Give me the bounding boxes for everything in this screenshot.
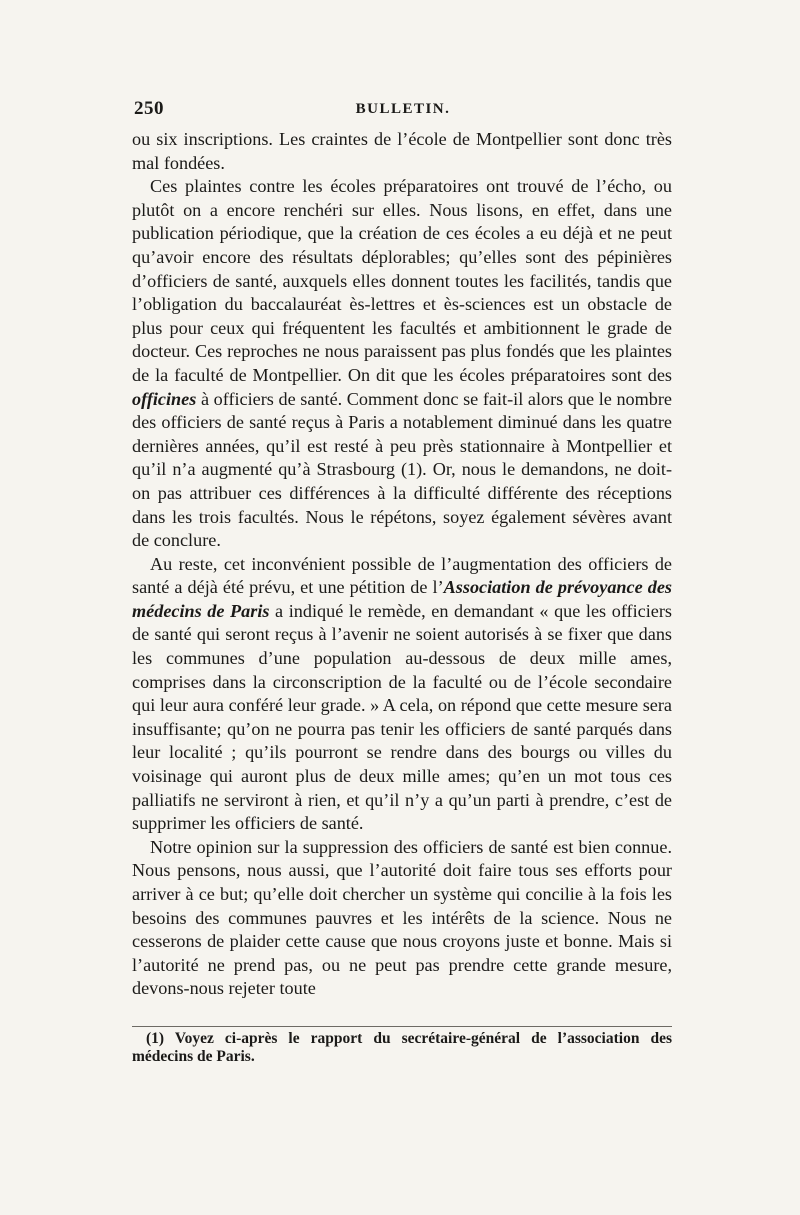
paragraph-text: à officiers de santé. Comment donc se fait-il alors que le nombre des officiers de santé reçus à Paris a notablement diminué dans les quatre dernières années, qu’il est resté à peu près stationnaire à Montpellier et qu’il n’a augmenté qu’à Strasbourg (1). Or, nous le demandons, ne doit-on pas attribuer ces différences à la difficulté différente des réceptions dans les trois facultés. Nous le répétons, soyez également sévères avant de conclure. — [132, 388, 672, 551]
paragraph-complaints — [132, 175, 672, 553]
paragraph-opinion: Notre opinion sur la suppression des officiers de santé est bien connue. Nous pensons, nous aussi, que l’autorité doit faire tous ses efforts pour arriver à ce but; qu’elle doit chercher un système qui concilie à la fois les besoins des communes pauvres et les intérêts de la science. Nous ne cesserons de plaider cette cause que nous croyons juste et bonne. Mais si l’autorité ne prend pas, ou ne peut pas prendre cette grande mesure, devons-nous rejeter toute — [132, 836, 672, 999]
running-head — [134, 98, 672, 124]
footnote — [132, 1030, 672, 1066]
paragraph-text: Au reste, cet inconvénient possible de l’augmentation des officiers de santé a déjà été prévu, et une pétition de l’ — [132, 553, 672, 598]
emphasis-officines: officines — [132, 388, 197, 409]
paragraph-text: Ces plaintes contre les écoles préparatoires ont trouvé de l’écho, ou plutôt on a encore renchéri sur elles. Nous lisons, en effet, dans une publication périodique, que la création de ces écoles a eu déjà et ne peut qu’avoir encore des résultats déplorables; qu’elles sont des pépinières d’officiers de santé, auxquels elles donnent toutes les facilités, tandis que l’obligation du baccalauréat ès-lettres et ès-sciences est un obstacle de plus pour ceux qui fréquentent les facultés et ambitionnent le grade de docteur. Ces reproches ne nous paraissent pas plus fondés que les plaintes de la faculté de Montpellier. On dit que les écoles préparatoires sont des — [132, 176, 672, 385]
footnote-rule — [132, 1026, 672, 1027]
running-title: BULLETIN. — [355, 101, 451, 117]
paragraph-petition — [132, 553, 672, 836]
body-text — [132, 128, 672, 1001]
footnote-text: (1) Voyez ci-après le rapport du secrétaire-général de l’association des médecins de Paris. — [132, 1030, 672, 1065]
paragraph-text: a indiqué le remède, en demandant « que les officiers de santé qui seront reçus à l’avenir ne soient autorisés à se fixer que dans les communes d’une population au-dessous de deux mille ames, comprises dans la circonscription de la faculté ou de l’école secondaire qui leur aura conféré leur grade. » A cela, on répond que cette mesure sera insuffisante; qu’on ne pourra pas tenir les officiers de santé parqués dans leur localité ; qu’ils pourront se rendre dans des bourgs ou villes du voisinage qui auront plus de deux mille ames; qu’en un mot tous ces palliatifs ne serviront à rien, et qu’il n’y a qu’un parti à prendre, c’est de supprimer les officiers de santé. — [132, 600, 672, 834]
page-number: 250 — [134, 98, 164, 119]
paragraph-continuation: ou six inscriptions. Les craintes de l’école de Montpellier sont donc très mal fondées. — [132, 129, 672, 173]
emphasis-association-name: Association de prévoyance des médecins de Paris — [132, 577, 672, 621]
